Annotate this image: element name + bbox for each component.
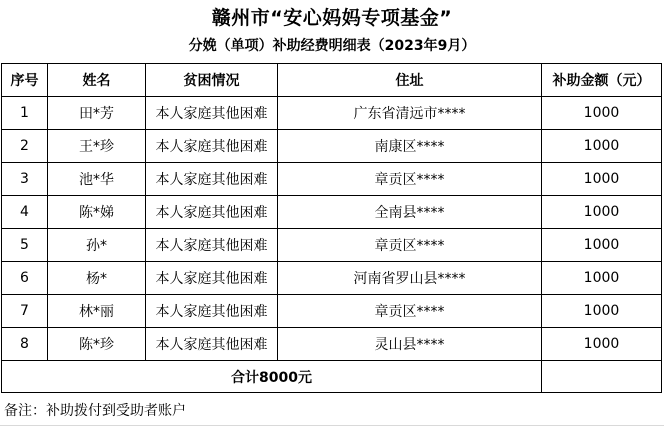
cell-name: 杨* xyxy=(48,262,146,295)
table-row xyxy=(2,196,662,229)
cell-number: 8 xyxy=(2,328,48,361)
table-header-row xyxy=(2,64,662,97)
cell-situation: 本人家庭其他困难 xyxy=(146,328,278,361)
cell-address: 全南县**** xyxy=(278,196,542,229)
cell-name: 池*华 xyxy=(48,163,146,196)
table-row xyxy=(2,163,662,196)
cell-number: 1 xyxy=(2,97,48,130)
cell-address: 南康区**** xyxy=(278,130,542,163)
total-amount-empty xyxy=(542,361,662,393)
column-header-address: 住址 xyxy=(278,64,542,97)
cell-situation: 本人家庭其他困难 xyxy=(146,229,278,262)
cell-name: 田*芳 xyxy=(48,97,146,130)
cell-address: 河南省罗山县**** xyxy=(278,262,542,295)
cell-number: 6 xyxy=(2,262,48,295)
cell-name: 王*珍 xyxy=(48,130,146,163)
cell-amount: 1000 xyxy=(542,196,662,229)
column-header-number: 序号 xyxy=(2,64,48,97)
cell-address: 灵山县**** xyxy=(278,328,542,361)
cell-address: 章贡区**** xyxy=(278,163,542,196)
document-subtitle: 分娩（单项）补助经费明细表（2023年9月） xyxy=(188,38,476,54)
cell-amount: 1000 xyxy=(542,295,662,328)
cell-situation: 本人家庭其他困难 xyxy=(146,262,278,295)
cell-amount: 1000 xyxy=(542,163,662,196)
cell-amount: 1000 xyxy=(542,262,662,295)
cell-situation: 本人家庭其他困难 xyxy=(146,130,278,163)
footer-note: 备注：补助拨付到受助者账户 xyxy=(4,403,186,419)
column-header-situation: 贫困情况 xyxy=(146,64,278,97)
cell-number: 3 xyxy=(2,163,48,196)
cell-number: 5 xyxy=(2,229,48,262)
subsidy-table xyxy=(1,63,662,393)
table-row xyxy=(2,130,662,163)
cell-name: 孙* xyxy=(48,229,146,262)
cell-amount: 1000 xyxy=(542,97,662,130)
table-row xyxy=(2,295,662,328)
cell-situation: 本人家庭其他困难 xyxy=(146,295,278,328)
cell-situation: 本人家庭其他困难 xyxy=(146,97,278,130)
table-row xyxy=(2,97,662,130)
cell-address: 章贡区**** xyxy=(278,229,542,262)
cell-number: 4 xyxy=(2,196,48,229)
cell-amount: 1000 xyxy=(542,328,662,361)
total-row xyxy=(2,361,662,393)
table-row xyxy=(2,229,662,262)
cell-situation: 本人家庭其他困难 xyxy=(146,163,278,196)
document-title: 赣州市“安心妈妈专项基金” xyxy=(211,7,453,29)
cell-name: 陈*娣 xyxy=(48,196,146,229)
cell-name: 陈*珍 xyxy=(48,328,146,361)
table-row xyxy=(2,262,662,295)
total-label: 合计8000元 xyxy=(2,361,542,393)
cell-address: 广东省清远市**** xyxy=(278,97,542,130)
column-header-name: 姓名 xyxy=(48,64,146,97)
cell-amount: 1000 xyxy=(542,130,662,163)
cell-amount: 1000 xyxy=(542,229,662,262)
cell-name: 林*丽 xyxy=(48,295,146,328)
table-row xyxy=(2,328,662,361)
column-header-amount: 补助金额（元） xyxy=(542,64,662,97)
bottom-gridline xyxy=(0,425,664,426)
cell-address: 章贡区**** xyxy=(278,295,542,328)
cell-situation: 本人家庭其他困难 xyxy=(146,196,278,229)
cell-number: 2 xyxy=(2,130,48,163)
cell-number: 7 xyxy=(2,295,48,328)
